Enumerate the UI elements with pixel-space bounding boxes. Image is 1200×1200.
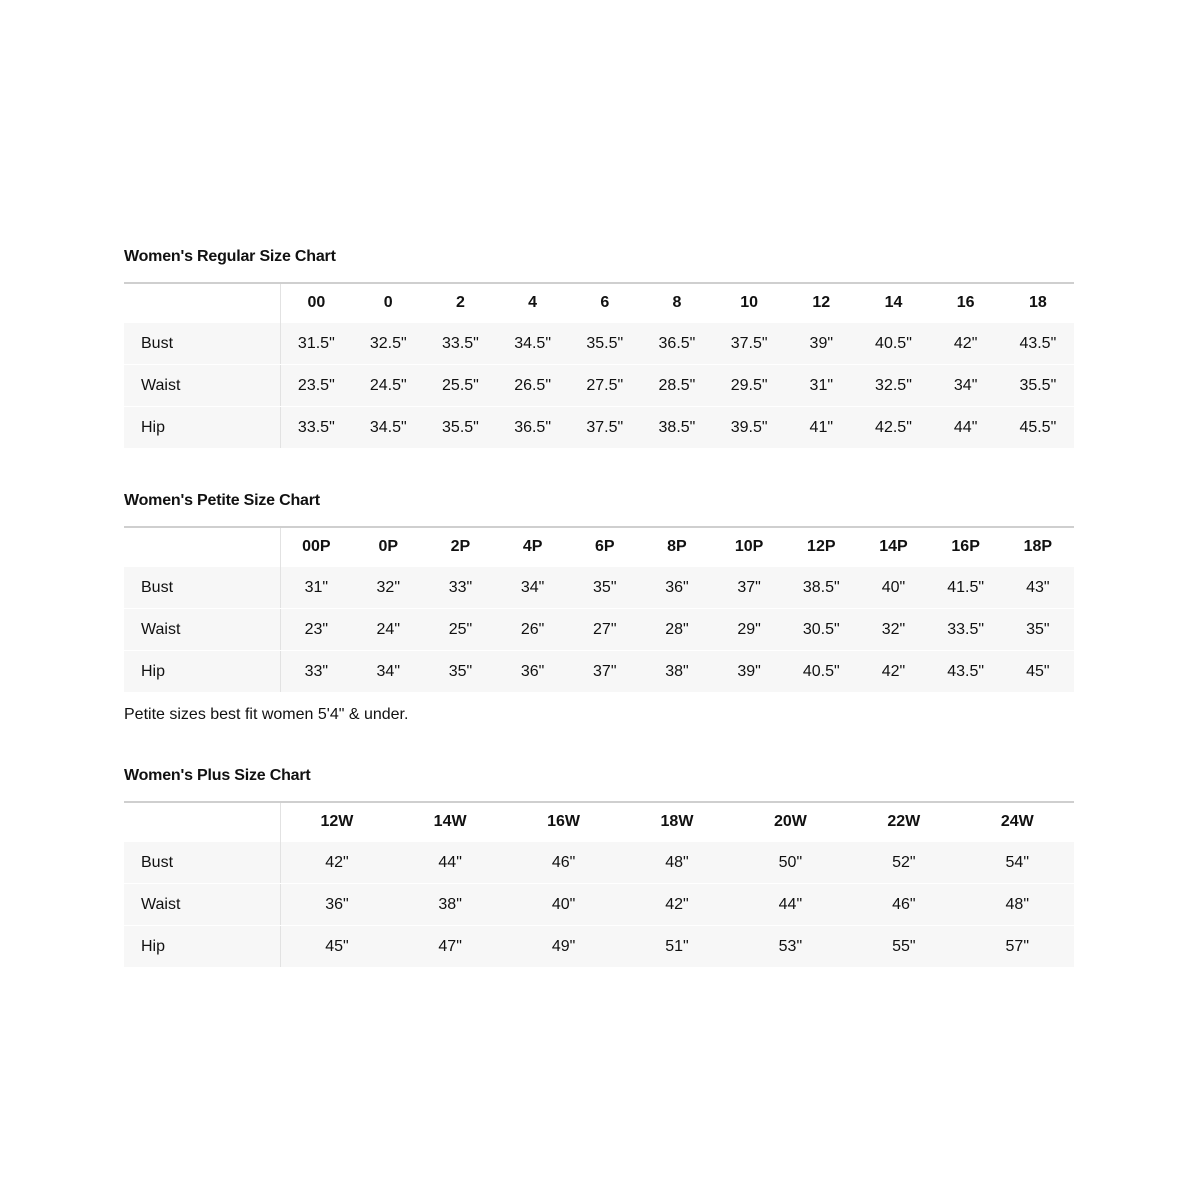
measurement-cell: 47" [393,926,506,968]
measurement-cell: 32.5" [857,365,929,407]
measurement-cell: 42" [620,884,733,926]
petite-size-section [124,491,1074,725]
regular-size-chart-title: Women's Regular Size Chart [124,248,336,265]
measurement-cell: 24.5" [352,365,424,407]
measurement-cell: 49" [507,926,620,968]
measurement-cell: 26.5" [497,365,569,407]
size-header-cell: 8 [641,283,713,323]
measurement-cell: 36.5" [641,323,713,365]
measurement-cell: 34" [352,651,424,693]
measurement-cell: 44" [930,407,1002,449]
measurement-row [124,926,1074,968]
measurement-cell: 34.5" [497,323,569,365]
measurement-cell: 48" [961,884,1074,926]
size-header-cell: 10P [713,527,785,567]
measurement-cell: 31" [280,567,352,609]
petite-size-chart-title: Women's Petite Size Chart [124,492,320,509]
row-label-header [124,527,280,567]
measurement-cell: 42.5" [857,407,929,449]
measurement-cell: 45.5" [1002,407,1074,449]
measurement-cell: 37" [713,567,785,609]
size-header-cell: 8P [641,527,713,567]
measurement-cell: 27" [569,609,641,651]
measurement-cell: 32" [352,567,424,609]
measurement-cell: 39" [785,323,857,365]
measurement-cell: 36" [641,567,713,609]
size-header-cell: 12W [280,802,393,842]
plus-size-section [124,766,1074,968]
measurement-row [124,365,1074,407]
measurement-cell: 51" [620,926,733,968]
measurement-cell: 35" [569,567,641,609]
measurement-cell: 31" [785,365,857,407]
measurement-cell: 43.5" [930,651,1002,693]
size-header-cell: 12P [785,527,857,567]
measurement-cell: 44" [393,842,506,884]
measurement-label: Hip [124,651,280,693]
size-header-cell: 00 [280,283,352,323]
size-header-cell: 14 [857,283,929,323]
size-header-cell: 14P [857,527,929,567]
measurement-cell: 36.5" [497,407,569,449]
measurement-cell: 31.5" [280,323,352,365]
measurement-cell: 46" [507,842,620,884]
measurement-label: Bust [124,323,280,365]
measurement-cell: 37" [569,651,641,693]
measurement-label: Waist [124,884,280,926]
size-header-cell: 16W [507,802,620,842]
measurement-cell: 41" [785,407,857,449]
measurement-cell: 26" [497,609,569,651]
row-label-header [124,283,280,323]
size-header-cell: 24W [961,802,1074,842]
size-header-cell: 18 [1002,283,1074,323]
measurement-cell: 34" [930,365,1002,407]
measurement-label: Waist [124,365,280,407]
measurement-cell: 32.5" [352,323,424,365]
measurement-row [124,884,1074,926]
measurement-cell: 45" [1002,651,1074,693]
measurement-label: Hip [124,407,280,449]
measurement-cell: 40.5" [785,651,857,693]
size-header-row [124,802,1074,842]
measurement-cell: 33.5" [280,407,352,449]
measurement-cell: 37.5" [569,407,641,449]
size-header-cell: 22W [847,802,960,842]
size-header-row [124,283,1074,323]
size-header-cell: 2 [424,283,496,323]
measurement-row [124,323,1074,365]
measurement-cell: 30.5" [785,609,857,651]
measurement-cell: 42" [857,651,929,693]
measurement-cell: 50" [734,842,847,884]
measurement-cell: 33" [280,651,352,693]
size-header-row [124,527,1074,567]
regular-size-table [124,282,1074,449]
measurement-cell: 39" [713,651,785,693]
measurement-cell: 35" [1002,609,1074,651]
plus-size-chart-title: Women's Plus Size Chart [124,767,311,784]
measurement-cell: 28" [641,609,713,651]
size-header-cell: 10 [713,283,785,323]
measurement-cell: 29.5" [713,365,785,407]
measurement-cell: 45" [280,926,393,968]
measurement-label: Bust [124,842,280,884]
measurement-cell: 44" [734,884,847,926]
measurement-cell: 29" [713,609,785,651]
size-header-cell: 12 [785,283,857,323]
measurement-cell: 52" [847,842,960,884]
measurement-cell: 23.5" [280,365,352,407]
size-header-cell: 6P [569,527,641,567]
size-header-cell: 16P [930,527,1002,567]
measurement-cell: 34" [497,567,569,609]
measurement-row [124,842,1074,884]
measurement-cell: 43" [1002,567,1074,609]
measurement-cell: 33" [424,567,496,609]
plus-size-table [124,801,1074,968]
measurement-cell: 28.5" [641,365,713,407]
measurement-cell: 38" [641,651,713,693]
measurement-cell: 27.5" [569,365,641,407]
measurement-cell: 55" [847,926,960,968]
measurement-cell: 35.5" [1002,365,1074,407]
measurement-cell: 33.5" [424,323,496,365]
measurement-cell: 39.5" [713,407,785,449]
measurement-cell: 38" [393,884,506,926]
measurement-row [124,651,1074,693]
measurement-cell: 32" [857,609,929,651]
measurement-cell: 38.5" [641,407,713,449]
measurement-cell: 23" [280,609,352,651]
measurement-cell: 36" [497,651,569,693]
measurement-cell: 34.5" [352,407,424,449]
measurement-cell: 40.5" [857,323,929,365]
measurement-cell: 57" [961,926,1074,968]
measurement-cell: 35" [424,651,496,693]
size-header-cell: 00P [280,527,352,567]
size-header-cell: 18W [620,802,733,842]
size-header-cell: 16 [930,283,1002,323]
measurement-row [124,609,1074,651]
size-header-cell: 4P [497,527,569,567]
size-header-cell: 0P [352,527,424,567]
petite-size-table [124,526,1074,693]
size-header-cell: 6 [569,283,641,323]
measurement-cell: 35.5" [424,407,496,449]
size-header-cell: 4 [497,283,569,323]
measurement-cell: 53" [734,926,847,968]
size-header-cell: 20W [734,802,847,842]
size-header-cell: 0 [352,283,424,323]
measurement-cell: 40" [857,567,929,609]
measurement-label: Waist [124,609,280,651]
measurement-cell: 25.5" [424,365,496,407]
measurement-row [124,407,1074,449]
measurement-cell: 24" [352,609,424,651]
size-header-cell: 18P [1002,527,1074,567]
measurement-cell: 36" [280,884,393,926]
measurement-cell: 41.5" [930,567,1002,609]
size-header-cell: 2P [424,527,496,567]
measurement-cell: 38.5" [785,567,857,609]
measurement-cell: 35.5" [569,323,641,365]
measurement-cell: 37.5" [713,323,785,365]
measurement-label: Hip [124,926,280,968]
measurement-cell: 42" [280,842,393,884]
measurement-cell: 40" [507,884,620,926]
regular-size-section [124,247,1074,449]
measurement-cell: 33.5" [930,609,1002,651]
measurement-cell: 46" [847,884,960,926]
measurement-label: Bust [124,567,280,609]
petite-footnote: Petite sizes best fit women 5'4" & under. [124,706,409,723]
measurement-row [124,567,1074,609]
size-header-cell: 14W [393,802,506,842]
measurement-cell: 54" [961,842,1074,884]
measurement-cell: 25" [424,609,496,651]
row-label-header [124,802,280,842]
measurement-cell: 43.5" [1002,323,1074,365]
measurement-cell: 42" [930,323,1002,365]
measurement-cell: 48" [620,842,733,884]
